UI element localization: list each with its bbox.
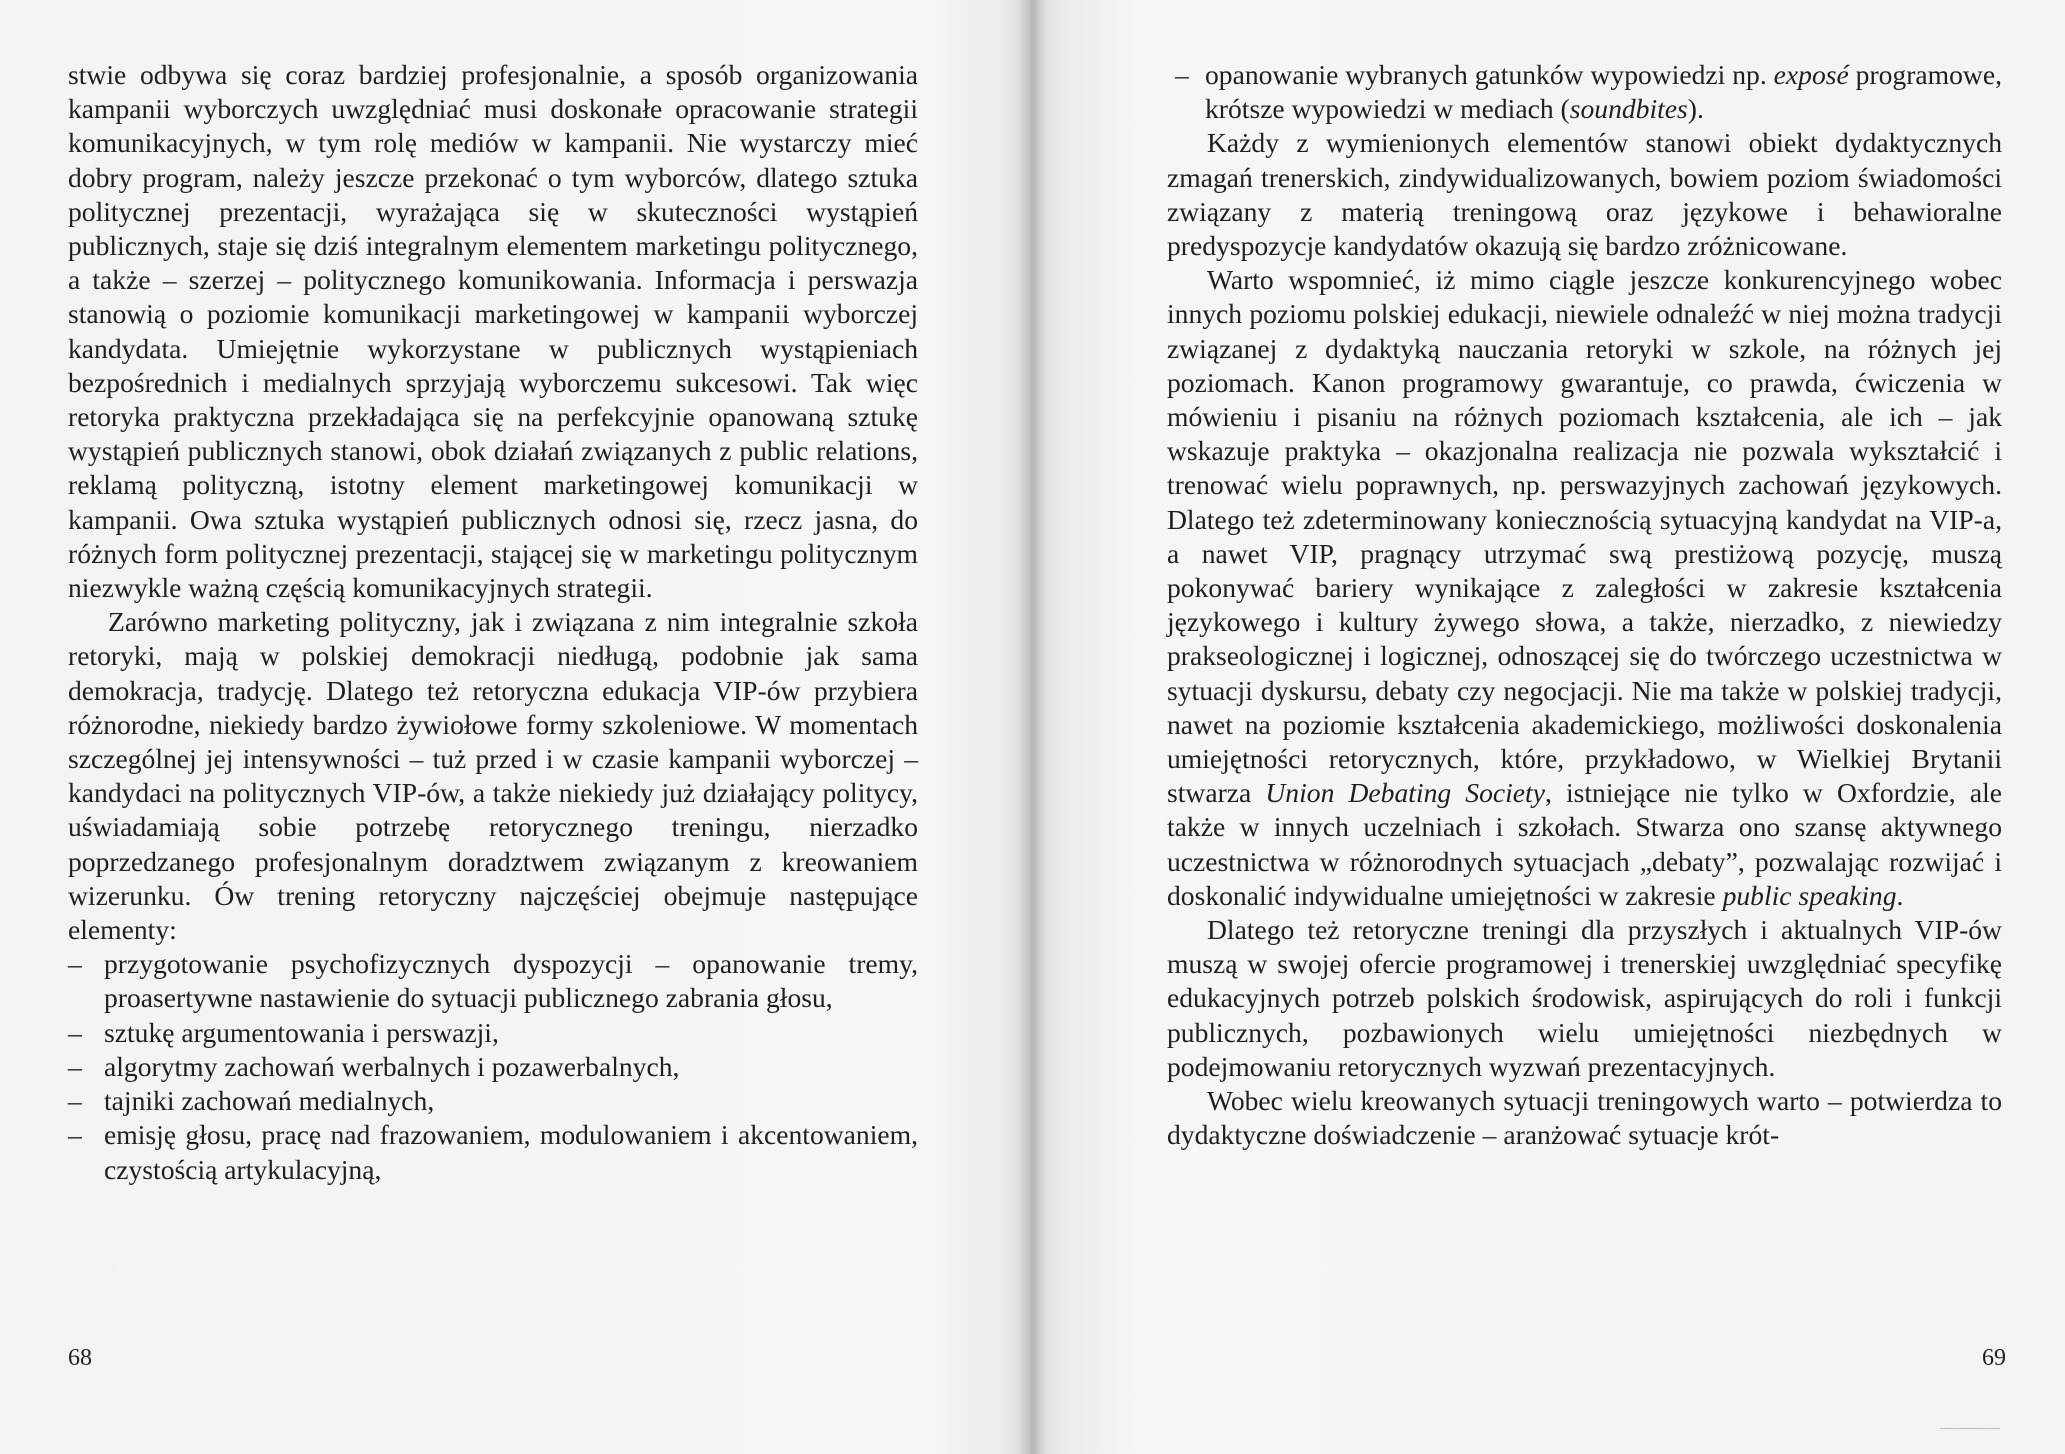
list-item: – przygotowanie psychofizycznych dyspozycji – opanowanie tremy, proasertywne nastawienie do sytuacji publicznego zabrania głosu,: [68, 948, 918, 1014]
book-gutter: [1018, 0, 1046, 1454]
list-item: – emisję głosu, pracę nad frazowaniem, modulowaniem i akcentowaniem, czystością artykulacyjną,: [68, 1119, 918, 1185]
right-page: [1167, 58, 2002, 1153]
dash-bullet: –: [68, 1085, 82, 1117]
dash-bullet: –: [1175, 59, 1189, 90]
right-paragraph-1: Każdy z wymienionych elementów stanowi obiekt dydaktycznych zmagań trenerskich, zindywidualizowanych, bowiem poziom świadomości związany z materią treningową oraz językowe i behawioralne predyspozycje kandydatów okazują się bardzo zróżnicowane.: [1167, 127, 2002, 262]
list-item: – tajniki zachowań medialnych,: [68, 1084, 918, 1118]
list-item: – sztukę argumentowania i perswazji,: [68, 1016, 918, 1050]
right-paragraph-3: Dlatego też retoryczne treningi dla przyszłych i aktualnych VIP-ów muszą w swojej ofercie programowej i trenerskiej uwzględniać specyfikę edukacyjnych potrzeb polskich środowisk, aspirujących do roli i funkcji publicznych, pozbawionych wielu umiejętności niezbędnych w podejmowaniu retorycznych wyzwań prezentacyjnych.: [1167, 914, 2002, 1082]
left-page-number: 68: [68, 1345, 92, 1371]
left-list: [68, 947, 918, 1186]
left-page: [68, 58, 918, 1187]
page-edge-mark: [1940, 1428, 2000, 1429]
right-page-number: 69: [1982, 1345, 2006, 1371]
dash-bullet: –: [68, 1016, 82, 1048]
dash-bullet: –: [68, 1050, 82, 1082]
left-paragraph-1: stwie odbywa się coraz bardziej profesjonalnie, a sposób organizowania kampanii wyborczych uwzględniać musi doskonałe opracowanie strategii komunikacyjnych, w tym rolę mediów w kampanii. Nie wystarczy mieć dobry program, należy jeszcze przekonać o tym wyborców, dlatego sztuka politycznej prezentacji, wyrażająca się w skuteczności wystąpień publicznych, staje się dziś integralnym elementem marketingu politycznego, a także – szerzej – politycznego komunikowania. Informacja i perswazja stanowią o poziomie komunikacji marketingowej w kampanii wyborczej kandydata. Umiejętnie wykorzystane w publicznych wystąpieniach bezpośrednich i medialnych sprzyjają wyborczemu sukcesowi. Tak więc retoryka praktyczna przekładająca się na perfekcyjnie opanowaną sztukę wystąpień publicznych stanowi, obok działań związanych z public relations, reklamą polityczną, istotny element marketingowej komunikacji w kampanii. Owa sztuka wystąpień publicznych odnosi się, rzecz jasna, do różnych form politycznej prezentacji, stającej się w marketingu politycznym niezwykle ważną częścią komunikacyjnych strategii.: [68, 59, 918, 604]
dash-bullet: –: [68, 948, 82, 980]
list-item: – opanowanie wybranych gatunków wypowiedzi np. exposé programowe, krótsze wypowiedzi w mediach (soundbites).: [1175, 59, 2002, 125]
list-item: – algorytmy zachowań werbalnych i pozawerbalnych,: [68, 1050, 918, 1084]
right-paragraph-2: Warto wspomnieć, iż mimo ciągle jeszcze konkurencyjnego wobec innych poziomu polskiej edukacji, niewiele odnaleźć w niej można tradycji związanej z dydaktyką nauczania retoryki w szkole, na różnych jej poziomach. Kanon programowy gwarantuje, co prawda, ćwiczenia w mówieniu i pisaniu na różnych poziomach kształcenia, ale ich – jak wskazuje praktyka – okazjonalna realizacja nie pozwala wykształcić i trenować wielu poprawnych, np. perswazyjnych zachowań językowych. Dlatego też zdeterminowany koniecznością sytuacyjną kandydat na VIP-a, a nawet VIP, pragnący utrzymać swą prestiżową pozycję, muszą pokonywać bariery wynikające z zaległości w zakresie kształcenia językowego i kultury żywego słowa, a także, nierzadko, z niewiedzy prakseologicznej i logicznej, odnoszącej się do twórczego uczestnictwa w sytuacji dyskursu, debaty czy negocjacji. Nie ma także w polskiej tradycji, nawet na poziomie kształcenia akademickiego, możliwości doskonalenia umiejętności retorycznych, które, przykładowo, w Wielkiej Brytanii stwarza Union Debating Society, istniejące nie tylko w Oxfordzie, ale także w innych uczelniach i szkołach. Stwarza ono szansę aktywnego uczestnictwa w różnorodnych sytuacjach „debaty”, pozwalając rozwijać i doskonalić indywidualne umiejętności w zakresie public speaking.: [1167, 264, 2002, 911]
right-paragraph-4: Wobec wielu kreowanych sytuacji treningowych warto – potwierdza to dydaktyczne doświadczenie – aranżować sytuacje krót-: [1167, 1085, 2002, 1151]
dash-bullet: –: [68, 1119, 82, 1151]
left-paragraph-2: Zarówno marketing polityczny, jak i związana z nim integralnie szkoła retoryki, mają w polskiej demokracji niedługą, podobnie jak sama demokracja, tradycję. Dlatego też retoryczna edukacja VIP-ów przybiera różnorodne, niekiedy bardzo żywiołowe formy szkoleniowe. W momentach szczególnej jej intensywności – tuż przed i w czasie kampanii wyborczej – kandydaci na politycznych VIP-ów, a także niekiedy już działający politycy, uświadamiają sobie potrzebę retorycznego treningu, nierzadko poprzedzanego profesjonalnym doradztwem związanym z kreowaniem wizerunku. Ów trening retoryczny najczęściej obejmuje następujące elementy:: [68, 606, 918, 946]
